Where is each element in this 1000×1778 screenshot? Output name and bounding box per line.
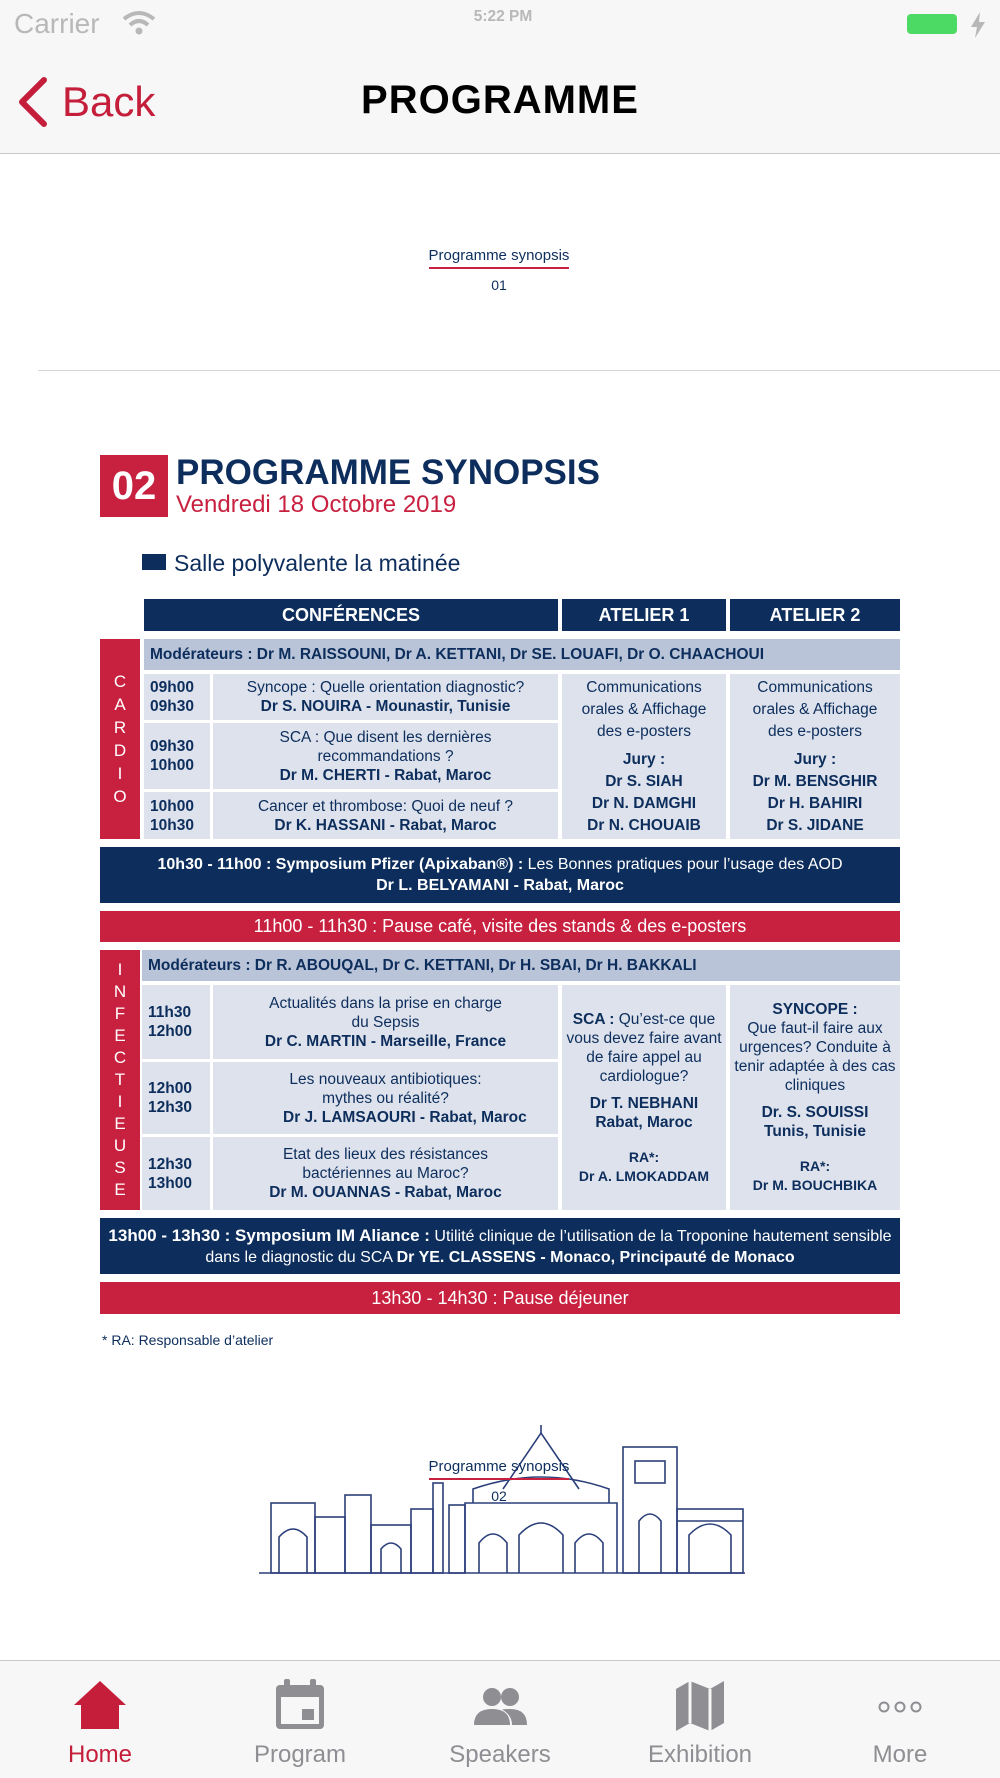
section-number-badge: 02 — [100, 455, 168, 517]
atelier-topic-line: orales & Affichage — [581, 700, 707, 718]
symposium-lead: 13h00 - 13h30 : Symposium IM Aliance : — [108, 1225, 430, 1245]
session-time — [142, 1062, 210, 1134]
ra-label: RA*: — [799, 1158, 831, 1174]
session-time — [142, 1137, 210, 1210]
session-speaker: Dr K. HASSANI - Rabat, Maroc — [274, 816, 497, 834]
back-label: Back — [62, 78, 156, 125]
symposium-lead: 10h30 - 11h00 : Symposium Pfizer (Apixaban®) : — [157, 856, 524, 873]
atelier-topic — [732, 1000, 898, 1095]
side-letter: O — [113, 787, 127, 806]
time-end: 10h00 — [150, 757, 194, 774]
time-end: 10h30 — [150, 816, 194, 834]
atelier-speaker: Dr. S. SOUISSI — [761, 1104, 869, 1121]
side-letter: I — [117, 1092, 123, 1111]
atelier-speaker-location: Tunis, Tunisie — [764, 1123, 866, 1140]
jury-member: Dr M. BENSGHIR — [752, 772, 878, 790]
charging-icon — [968, 12, 988, 38]
atelier-topic-text: Que faut-il faire aux urgences? Conduite à tenir adaptée à des cas cliniques — [734, 1020, 896, 1094]
side-letter: N — [113, 982, 127, 1001]
room-label — [142, 550, 460, 577]
side-letter: C — [113, 1048, 127, 1067]
header-atelier-1: ATELIER 1 — [562, 599, 726, 631]
symposium-text: Les Bonnes pratiques pour l’usage des AOD — [527, 856, 843, 873]
footnote: * RA: Responsable d’atelier — [102, 1332, 274, 1348]
symposium-line — [100, 854, 900, 875]
symposium-pfizer-band — [100, 847, 900, 903]
infectieuse-atelier-1 — [562, 985, 726, 1210]
header-conferences: CONFÉRENCES — [144, 599, 558, 631]
session-topic: Les nouveaux antibiotiques: mythes ou réalité? — [289, 1070, 482, 1107]
session-time — [144, 723, 210, 789]
page-header-label: Programme synopsis — [429, 247, 570, 269]
cardio-atelier-2 — [730, 674, 900, 839]
session-speaker: Dr C. MARTIN - Marseille, France — [264, 1032, 507, 1050]
side-letter: F — [114, 1004, 126, 1023]
side-letter: U — [113, 1136, 127, 1155]
session-topic: Syncope : Quelle orientation diagnostic? — [246, 679, 525, 696]
symposium-text: Utilité clinique de l’utilisation de la Troponine hautement sensible dans le diagnostic du SCA — [205, 1227, 892, 1266]
jury-label: Jury : — [793, 750, 837, 768]
page-title: PROGRAMME — [361, 78, 639, 122]
time-end: 13h00 — [148, 1174, 192, 1192]
infectieuse-moderators: Modérateurs : Dr R. ABOUQAL, Dr C. KETTANI, Dr H. SBAI, Dr H. BAKKALI — [142, 950, 900, 981]
cardio-atelier-1 — [562, 674, 726, 839]
pdf-viewer[interactable] — [0, 155, 1000, 1660]
side-letter: I — [117, 764, 123, 783]
atelier-topic-line: des e-posters — [597, 722, 691, 740]
page-header-2 — [419, 1458, 579, 1504]
atelier-topic-line: Communications — [586, 678, 702, 696]
lunch-break-band: 13h30 - 14h30 : Pause déjeuner — [100, 1282, 900, 1314]
tab-label: Home — [67, 1741, 133, 1768]
time-start: 10h00 — [150, 797, 194, 815]
session-topic: SCA : Que disent les dernières recommandations ? — [279, 728, 492, 765]
session-topic: Etat des lieux des résistances bactériennes au Maroc? — [282, 1146, 489, 1182]
time-start: 09h30 — [150, 738, 194, 755]
infectieuse-atelier-2 — [730, 985, 900, 1210]
symposium-speaker: Dr L. BELYAMANI - Rabat, Maroc — [376, 877, 624, 894]
jury-member: Dr N. DAMGHI — [591, 794, 697, 812]
tab-label: Speakers — [449, 1741, 551, 1768]
time-end: 12h30 — [148, 1099, 192, 1116]
session-speaker: Dr M. CHERTI - Rabat, Maroc — [279, 766, 492, 784]
page-divider — [38, 370, 1000, 371]
atelier-topic-text: Qu’est-ce que vous devez faire avant de faire appel au cardiologue? — [566, 1010, 722, 1085]
atelier-topic-line: Communications — [757, 678, 873, 696]
side-letter: R — [113, 718, 127, 737]
infectieuse-side-label — [100, 950, 140, 1210]
symposium-speaker: Dr YE. CLASSENS - Monaco, Principauté de Monaco — [396, 1248, 795, 1266]
side-letter: D — [113, 741, 127, 760]
people-icon — [472, 1677, 528, 1733]
page-number: 02 — [491, 1488, 507, 1504]
ra-label: RA*: — [628, 1148, 660, 1165]
side-letter: E — [114, 1026, 126, 1045]
tab-more[interactable] — [800, 1661, 1000, 1778]
session-cell — [213, 1137, 558, 1210]
session-cell — [213, 723, 558, 789]
tab-exhibition[interactable] — [600, 1661, 800, 1778]
symposium-im-aliance-band — [100, 1218, 900, 1274]
tab-label: More — [872, 1741, 928, 1768]
tab-label: Program — [253, 1741, 347, 1768]
session-cell — [213, 792, 558, 839]
room-marker — [142, 554, 166, 570]
carrier-label: Carrier — [14, 8, 100, 39]
page-header-1 — [419, 247, 579, 293]
side-letter: S — [114, 1158, 126, 1177]
tab-speakers[interactable] — [400, 1661, 600, 1778]
atelier-lead: SCA : — [572, 1010, 615, 1028]
tab-label: Exhibition — [647, 1741, 753, 1768]
section-title: PROGRAMME SYNOPSIS — [176, 453, 600, 492]
tab-home[interactable] — [0, 1661, 200, 1778]
status-bar — [0, 0, 1000, 50]
session-speaker: Dr J. LAMSAOURI - Rabat, Maroc — [283, 1108, 527, 1126]
atelier-lead: SYNCOPE : — [772, 1001, 858, 1018]
session-topic: Cancer et thrombose: Quoi de neuf ? — [257, 797, 514, 815]
jury-member: Dr H. BAHIRI — [767, 794, 863, 812]
side-letter: T — [114, 1070, 126, 1089]
session-time — [144, 792, 210, 839]
side-letter: C — [113, 672, 127, 691]
clock: 5:22 PM — [473, 8, 533, 25]
cardio-moderators: Modérateurs : Dr M. RAISSOUNI, Dr A. KETTANI, Dr SE. LOUAFI, Dr O. CHAACHOUI — [144, 639, 900, 670]
page-number: 01 — [491, 277, 507, 293]
session-cell — [213, 1062, 558, 1134]
jury-member: Dr S. SIAH — [605, 772, 683, 790]
time-start: 12h00 — [148, 1080, 192, 1097]
jury-member: Dr S. JIDANE — [766, 816, 864, 834]
time-start: 12h30 — [148, 1155, 192, 1173]
header-atelier-2: ATELIER 2 — [730, 599, 900, 631]
session-cell — [213, 985, 558, 1059]
session-cell — [213, 674, 558, 720]
section-date: Vendredi 18 Octobre 2019 — [176, 491, 457, 518]
cardio-side-label — [100, 639, 140, 839]
room-text: Salle polyvalente la matinée — [174, 550, 461, 576]
coffee-break-band: 11h00 - 11h30 : Pause café, visite des stands & des e-posters — [100, 911, 900, 942]
session-time — [142, 985, 210, 1059]
atelier-topic-line: des e-posters — [768, 722, 862, 740]
ra-name: Dr M. BOUCHBIKA — [752, 1177, 878, 1193]
jury-member: Dr N. CHOUAIB — [587, 816, 701, 834]
session-speaker: Dr S. NOUIRA - Mounastir, Tunisie — [260, 698, 511, 715]
symposium-line — [104, 1225, 896, 1268]
battery-icon — [907, 14, 957, 34]
jury-label: Jury : — [622, 750, 666, 768]
navigation-bar — [0, 50, 1000, 154]
page-header-label: Programme synopsis — [429, 1458, 570, 1480]
time-start: 11h30 — [148, 1004, 192, 1021]
atelier-speaker-location: Rabat, Maroc — [595, 1113, 693, 1131]
side-letter: I — [117, 960, 123, 979]
home-icon — [72, 1677, 128, 1733]
session-time — [144, 674, 210, 720]
calendar-icon — [272, 1677, 328, 1733]
map-icon — [672, 1677, 728, 1733]
side-letter: E — [114, 1114, 126, 1133]
side-letter: A — [114, 695, 126, 714]
time-end: 12h00 — [148, 1023, 192, 1040]
tab-program[interactable] — [200, 1661, 400, 1778]
session-topic: Actualités dans la prise en charge du Sepsis — [269, 994, 502, 1031]
ra-name: Dr A. LMOKADDAM — [578, 1167, 710, 1184]
time-end: 09h30 — [150, 698, 194, 715]
time-start: 09h00 — [150, 679, 194, 696]
more-icon — [872, 1677, 928, 1733]
tab-bar — [0, 1660, 1000, 1778]
atelier-topic — [566, 1010, 722, 1086]
side-letter: E — [114, 1180, 126, 1199]
atelier-topic-line: orales & Affichage — [752, 700, 878, 718]
session-speaker: Dr M. OUANNAS - Rabat, Maroc — [269, 1184, 502, 1201]
atelier-speaker: Dr T. NEBHANI — [589, 1094, 699, 1112]
